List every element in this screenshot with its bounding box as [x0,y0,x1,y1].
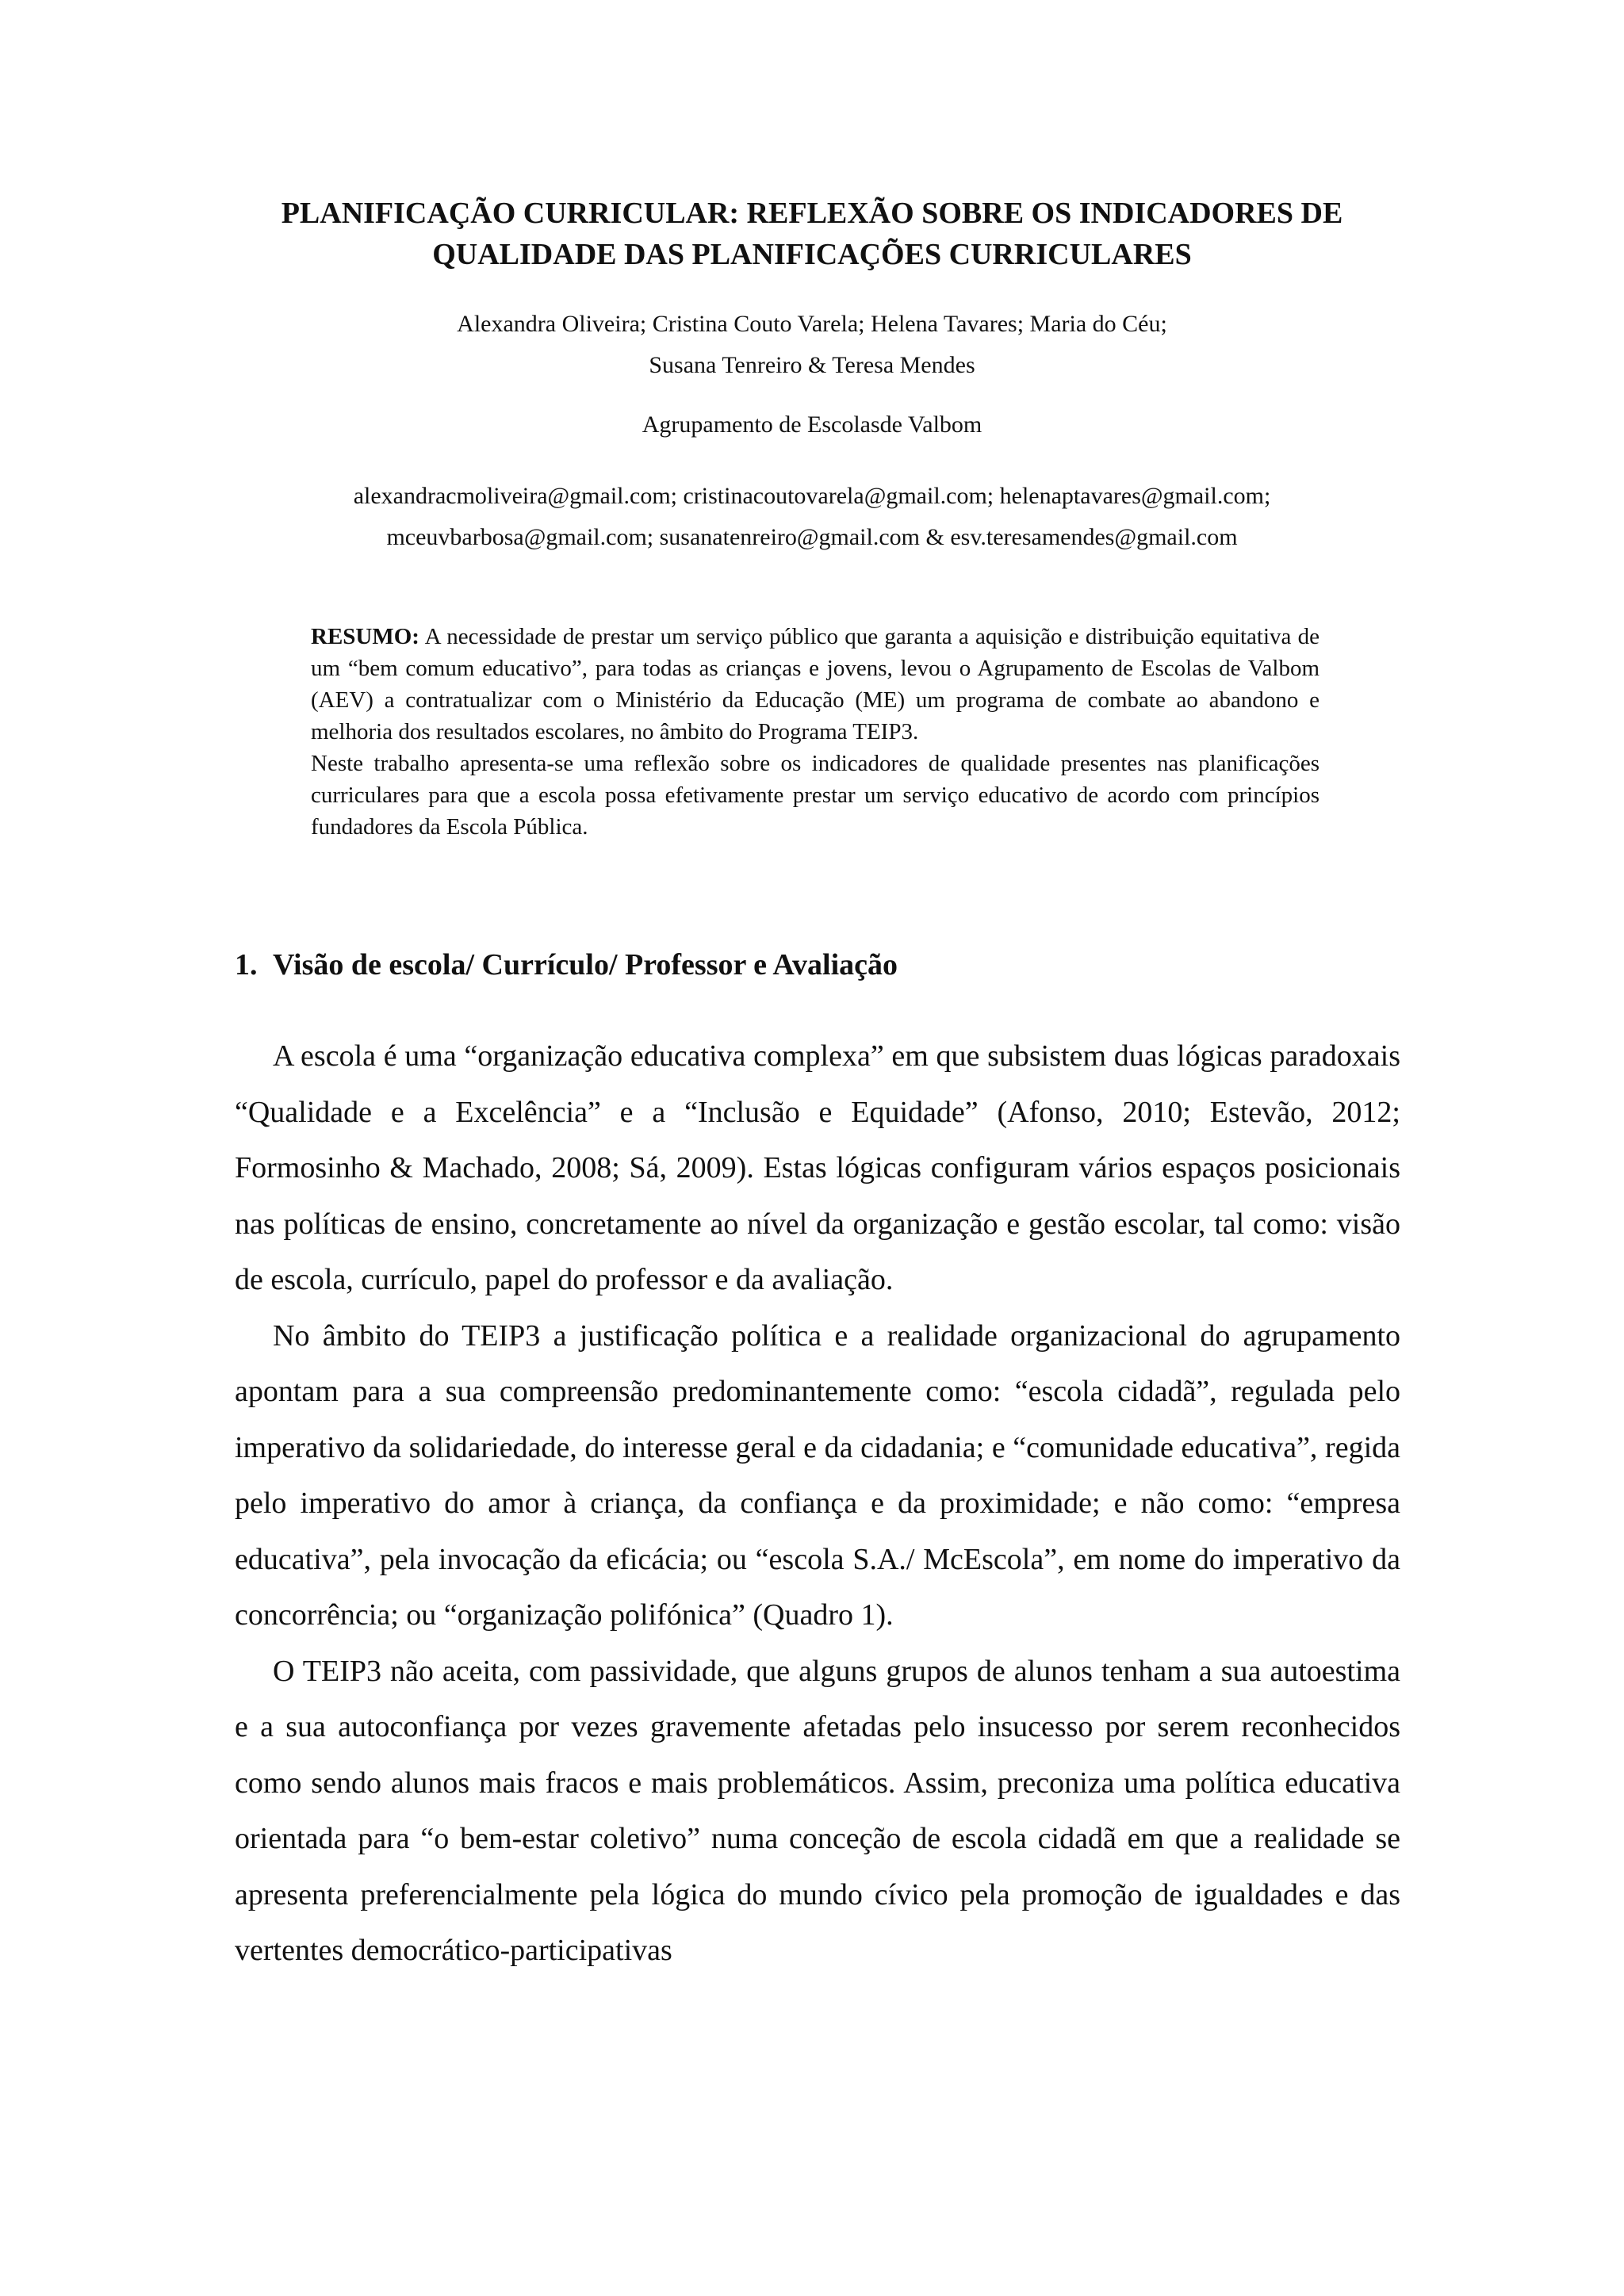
section-number: 1. [235,948,258,982]
email-list [206,476,1418,558]
body-text [235,1028,1400,1979]
section-title: Visão de escola/ Currículo/ Professor e Avaliação [273,948,898,982]
abstract [311,621,1320,843]
emails-line-1: alexandracmoliveira@gmail.com; cristinacoutovarela@gmail.com; helenaptavares@gmail.com; [353,483,1271,509]
authors-line-2: Susana Tenreiro & Teresa Mendes [649,352,975,378]
body-paragraph-3: O TEIP3 não aceita, com passividade, que alguns grupos de alunos tenham a sua autoestima e a sua autoconfiança por vezes gravemente afetadas pelo insucesso por serem reconhecidos como sendo alunos mais fracos e mais problemáticos. Assim, preconiza uma política educativa orientada para “o bem-estar coletivo” numa conceção de escola cidadã em que a realidade se apresenta preferencialmente pela lógica do mundo cívico pela promoção de igualdades e das vertentes democrático-participativas [235,1654,1400,1967]
title-line-2: QUALIDADE DAS PLANIFICAÇÕES CURRICULARES [432,238,1192,271]
section-heading [235,941,1400,989]
abstract-paragraph-2: Neste trabalho apresenta-se uma reflexão sobre os indicadores de qualidade presentes nas planificações curriculares para que a escola possa efetivamente prestar um serviço educativo de acordo com princípios fundadores da Escola Pública. [311,751,1320,840]
title-line-1: PLANIFICAÇÃO CURRICULAR: REFLEXÃO SOBRE OS INDICADORES DE [281,197,1343,230]
paper-title [206,193,1418,275]
body-paragraph-2: No âmbito do TEIP3 a justificação política e a realidade organizacional do agrupamento apontam para a sua compreensão predominantemente como: “escola cidadã”, regulada pelo imperativo da solidariedade, do interesse geral e da cidadania; e “comunidade educativa”, regida pelo imperativo do amor à criança, da confiança e da proximidade; e não como: “empresa educativa”, pela invocação da eficácia; ou “escola S.A./ McEscola”, em nome do imperativo da concorrência; ou “organização polifónica” (Quadro 1). [235,1318,1400,1632]
author-list [206,304,1418,386]
abstract-paragraph-1 [311,621,1320,748]
abstract-label: RESUMO: [311,624,419,649]
abstract-text-1: A necessidade de prestar um serviço público que garanta a aquisição e distribuição equitativa de um “bem comum educativo”, para todas as crianças e jovens, levou o Agrupamento de Escolas de Valbom (AEV) a contratualizar com o Ministério da Educação (ME) um programa de combate ao abandono e melhoria dos resultados escolares, no âmbito do Programa TEIP3. [311,624,1320,744]
affiliation: Agrupamento de Escolasde Valbom [642,411,982,438]
emails-line-2: mceuvbarbosa@gmail.com; susanatenreiro@gmail.com & esv.teresamendes@gmail.com [386,524,1238,550]
body-paragraph-1: A escola é uma “organização educativa complexa” em que subsistem duas lógicas paradoxais “Qualidade e a Excelência” e a “Inclusão e Equidade” (Afonso, 2010; Estevão, 2012; Formosinho & Machado, 2008; Sá, 2009). Estas lógicas configuram vários espaços posicionais nas políticas de ensino, concretamente ao nível da organização e gestão escolar, tal como: visão de escola, currículo, papel do professor e da avaliação. [235,1039,1400,1296]
authors-line-1: Alexandra Oliveira; Cristina Couto Varela; Helena Tavares; Maria do Céu; [457,311,1167,337]
